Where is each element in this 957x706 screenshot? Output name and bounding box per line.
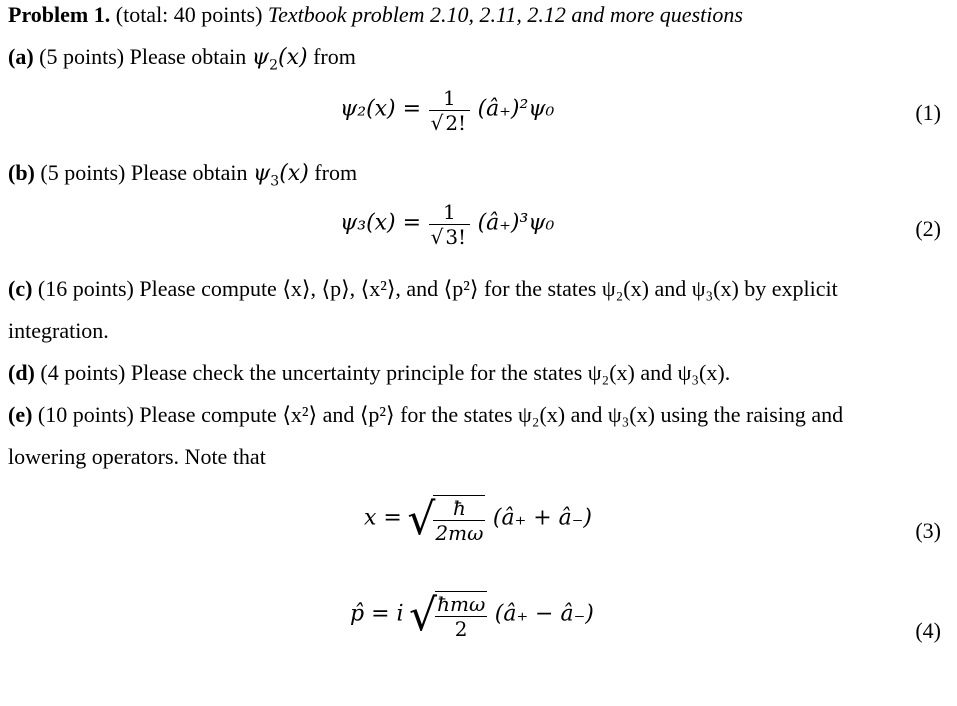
part-d [8, 360, 730, 386]
part-b-arg: (x) [279, 161, 309, 186]
problem-heading [8, 2, 743, 28]
eq2-number: (2) [915, 216, 941, 241]
part-a [8, 44, 356, 74]
eq1-fraction [429, 86, 471, 135]
eq1-lhs: ψ₂(x) = [340, 96, 422, 122]
part-a-sub: 2 [269, 57, 278, 74]
problem-total: (total: 40 points) [110, 2, 268, 27]
eq4-rhs: (â₊ − â₋) [494, 601, 594, 627]
eq1-numerator: 1 [442, 86, 456, 110]
eq2-fraction [429, 200, 471, 249]
part-c-text2: integration. [8, 318, 109, 343]
part-a-label: (a) [8, 44, 34, 69]
eq4-denominator: 2 [435, 616, 487, 641]
eq2-denominator: √ 3! [429, 224, 471, 249]
part-d-text: (4 points) Please check the uncertainty principle for the states ψ₂(x) and ψ₃(x). [34, 360, 731, 385]
part-b [8, 160, 358, 190]
eq2-rhs: (â₊)³ψ₀ [477, 210, 555, 236]
part-c-text: (16 points) Please compute ⟨x⟩, ⟨p⟩, ⟨x²⟩, and ⟨p²⟩ for the states ψ₂(x) and ψ₃(x) by explicit [32, 276, 838, 301]
eq3-root-sign: √ [407, 494, 436, 545]
part-a-arg: (x) [277, 45, 308, 70]
eq3-numerator: ħ [452, 495, 466, 520]
part-d-label: (d) [8, 360, 35, 385]
eq2-numerator: 1 [442, 200, 456, 224]
part-b-label: (b) [8, 160, 35, 185]
eq3-number: (3) [915, 518, 941, 543]
eq3-fraction [433, 495, 485, 545]
part-e-continued [8, 444, 266, 470]
equation-2 [340, 200, 554, 249]
eq4-numerator: ħmω [437, 591, 486, 616]
eq3-rhs: (â₊ + â₋) [492, 505, 592, 531]
part-c [8, 276, 838, 302]
eq3-lhs: x = [364, 505, 402, 531]
equation-4 [350, 590, 594, 641]
part-c-label: (c) [8, 276, 33, 301]
eq4-lhs: p̂ = i [350, 601, 404, 627]
part-b-func: ψ [253, 161, 271, 186]
eq1-number: (1) [915, 100, 941, 125]
eq4-number: (4) [915, 618, 941, 643]
equation-1 [340, 86, 554, 135]
problem-source: Textbook problem 2.10, 2.11, 2.12 and more questions [267, 2, 743, 27]
equation-3 [364, 494, 592, 545]
eq2-lhs: ψ₃(x) = [340, 210, 422, 236]
eq4-fraction [435, 591, 487, 641]
part-b-sub: 3 [270, 173, 280, 190]
problem-title: Problem 1. [8, 2, 111, 27]
part-e-text2: lowering operators. Note that [8, 444, 266, 469]
eq2-radicand: 3! [445, 225, 467, 249]
part-e [8, 402, 843, 428]
part-e-text: (10 points) Please compute ⟨x²⟩ and ⟨p²⟩ for the states ψ₂(x) and ψ₃(x) using the raising and [32, 402, 844, 427]
part-c-continued [8, 318, 109, 344]
eq1-rhs: (â₊)²ψ₀ [477, 96, 555, 122]
part-a-text: (5 points) Please obtain [33, 44, 252, 69]
eq1-denominator: √ 2! [429, 110, 471, 135]
part-a-tail: from [307, 44, 356, 69]
part-a-func: ψ [251, 45, 270, 70]
part-e-label: (e) [8, 402, 33, 427]
eq3-denominator: 2mω [435, 520, 484, 545]
eq1-radicand: 2! [445, 111, 467, 135]
eq4-root-sign: √ [409, 590, 438, 641]
part-b-tail: from [308, 160, 358, 185]
part-b-text: (5 points) Please obtain [34, 160, 254, 185]
